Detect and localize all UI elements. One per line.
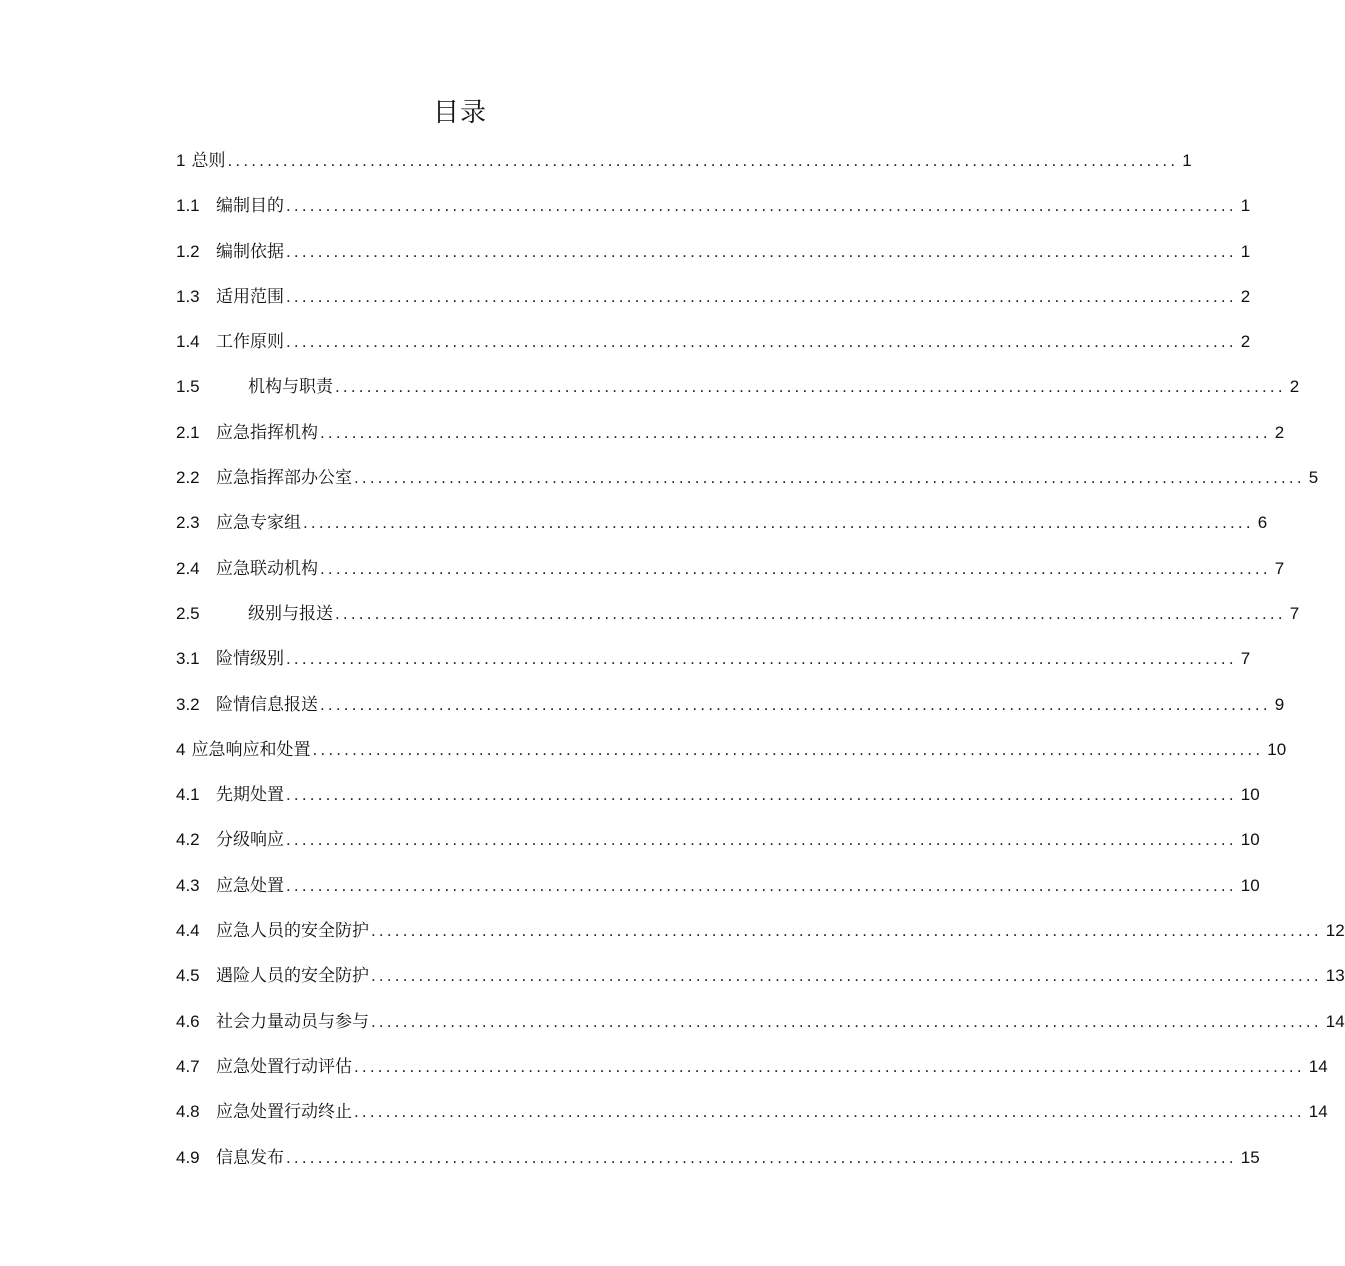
entry-label: 应急人员的安全防护 (216, 921, 369, 942)
entry-page: 7 (1289, 603, 1300, 623)
dot-leader: ........................................................................................................................ (320, 422, 1271, 442)
entry-number: 2.4 (176, 558, 200, 578)
entry-label: 编制目的 (216, 196, 284, 217)
entry-number: 4 (176, 739, 186, 759)
dot-leader: ........................................................................................................................ (286, 875, 1237, 895)
dot-leader: ........................................................................................................................ (371, 1011, 1322, 1031)
entry-number: 4.8 (176, 1102, 200, 1122)
toc-entry[interactable] (176, 191, 1251, 236)
toc-entry[interactable] (176, 418, 1285, 463)
dot-leader: ........................................................................................................................ (227, 151, 1179, 170)
toc-entry[interactable] (176, 1007, 1345, 1052)
entry-label: 社会力量动员与参与 (216, 1011, 369, 1032)
dot-leader: ........................................................................................................................ (335, 603, 1286, 623)
toc-title: 目录 (432, 98, 487, 128)
entry-page: 6 (1257, 513, 1268, 533)
toc-entry[interactable] (176, 644, 1251, 689)
entry-label: 编制依据 (216, 241, 284, 262)
entry-page: 1 (1240, 241, 1251, 261)
entry-number: 4.6 (176, 1011, 200, 1031)
entry-page: 10 (1240, 875, 1260, 895)
entry-label: 险情信息报送 (216, 694, 318, 715)
dot-leader: ........................................................................................................................ (354, 1102, 1305, 1122)
dot-leader: ........................................................................................................................ (286, 649, 1237, 669)
entry-number: 1 (176, 151, 186, 170)
entry-number: 4.3 (176, 875, 200, 895)
entry-page: 10 (1267, 739, 1287, 759)
dot-leader: ........................................................................................................................ (371, 921, 1322, 941)
entry-number: 2.1 (176, 422, 200, 442)
toc-entry[interactable] (176, 825, 1260, 870)
toc-entry[interactable] (176, 735, 1287, 780)
toc-entry[interactable] (176, 916, 1345, 961)
entry-page: 10 (1240, 785, 1260, 805)
entry-label: 适用范围 (216, 286, 284, 307)
dot-leader: ........................................................................................................................ (286, 785, 1237, 805)
entry-label: 应急专家组 (216, 513, 301, 534)
dot-leader: ........................................................................................................................ (312, 739, 1264, 759)
toc-entry[interactable] (176, 1052, 1328, 1097)
entry-number: 1.2 (176, 241, 200, 261)
entry-label: 应急处置行动评估 (216, 1056, 352, 1077)
entry-label: 级别与报送 (248, 603, 333, 624)
toc-entry[interactable] (176, 780, 1260, 825)
table-of-contents (176, 146, 1345, 1188)
entry-page: 2 (1289, 377, 1300, 397)
entry-label: 应急指挥部办公室 (216, 468, 352, 489)
entry-page: 14 (1325, 1011, 1345, 1031)
entry-label: 应急指挥机构 (216, 422, 318, 443)
entry-number: 1.1 (176, 196, 200, 216)
entry-page: 14 (1308, 1056, 1328, 1076)
toc-entry[interactable] (176, 961, 1345, 1006)
entry-page: 9 (1274, 694, 1285, 714)
entry-label: 应急处置 (216, 875, 284, 896)
entry-page: 7 (1274, 558, 1285, 578)
toc-entry[interactable] (176, 599, 1300, 644)
entry-number: 3.1 (176, 649, 200, 669)
entry-label: 应急响应和处置 (191, 739, 311, 760)
toc-entry[interactable] (176, 554, 1285, 599)
entry-label: 先期处置 (216, 785, 284, 806)
toc-entry[interactable] (176, 1143, 1260, 1188)
dot-leader: ........................................................................................................................ (371, 966, 1322, 986)
entry-number: 3.2 (176, 694, 200, 714)
dot-leader: ........................................................................................................................ (320, 558, 1271, 578)
toc-entry[interactable] (176, 282, 1251, 327)
entry-number: 1.4 (176, 332, 200, 352)
dot-leader: ........................................................................................................................ (286, 196, 1237, 216)
dot-leader: ........................................................................................................................ (286, 332, 1237, 352)
entry-number: 4.5 (176, 966, 200, 986)
dot-leader: ........................................................................................................................ (354, 1056, 1305, 1076)
dot-leader: ........................................................................................................................ (303, 513, 1254, 533)
entry-label: 机构与职责 (248, 377, 333, 398)
entry-number: 4.1 (176, 785, 200, 805)
entry-number: 2.5 (176, 603, 200, 623)
entry-label: 应急处置行动终止 (216, 1102, 352, 1123)
entry-number: 2.3 (176, 513, 200, 533)
entry-page: 14 (1308, 1102, 1328, 1122)
entry-number: 2.2 (176, 468, 200, 488)
entry-page: 10 (1240, 830, 1260, 850)
dot-leader: ........................................................................................................................ (286, 241, 1237, 261)
entry-page: 13 (1325, 966, 1345, 986)
toc-entry[interactable] (176, 508, 1268, 553)
toc-entry[interactable] (176, 327, 1251, 372)
entry-page: 7 (1240, 649, 1251, 669)
entry-page: 1 (1182, 151, 1192, 170)
toc-entry[interactable] (176, 146, 1192, 191)
dot-leader: ........................................................................................................................ (335, 377, 1286, 397)
toc-entry[interactable] (176, 871, 1260, 916)
entry-number: 4.7 (176, 1056, 200, 1076)
toc-entry[interactable] (176, 237, 1251, 282)
toc-entry[interactable] (176, 690, 1285, 735)
entry-label: 总则 (191, 151, 226, 171)
toc-entry[interactable] (176, 372, 1300, 417)
entry-label: 分级响应 (216, 830, 284, 851)
dot-leader: ........................................................................................................................ (286, 1147, 1237, 1167)
dot-leader: ........................................................................................................................ (286, 830, 1237, 850)
entry-number: 4.9 (176, 1147, 200, 1167)
entry-label: 应急联动机构 (216, 558, 318, 579)
dot-leader: ........................................................................................................................ (354, 468, 1305, 488)
entry-page: 12 (1325, 921, 1345, 941)
entry-number: 4.4 (176, 921, 200, 941)
entry-page: 15 (1240, 1147, 1260, 1167)
entry-label: 险情级别 (216, 649, 284, 670)
toc-entry[interactable] (176, 463, 1319, 508)
entry-page: 2 (1240, 332, 1251, 352)
entry-label: 遇险人员的安全防护 (216, 966, 369, 987)
entry-number: 1.3 (176, 286, 200, 306)
entry-number: 4.2 (176, 830, 200, 850)
entry-page: 5 (1308, 468, 1319, 488)
dot-leader: ........................................................................................................................ (320, 694, 1271, 714)
entry-page: 1 (1240, 196, 1251, 216)
entry-label: 工作原则 (216, 332, 284, 353)
dot-leader: ........................................................................................................................ (286, 286, 1237, 306)
entry-number: 1.5 (176, 377, 200, 397)
entry-label: 信息发布 (216, 1147, 284, 1168)
entry-page: 2 (1274, 422, 1285, 442)
entry-page: 2 (1240, 286, 1251, 306)
toc-entry[interactable] (176, 1097, 1328, 1142)
